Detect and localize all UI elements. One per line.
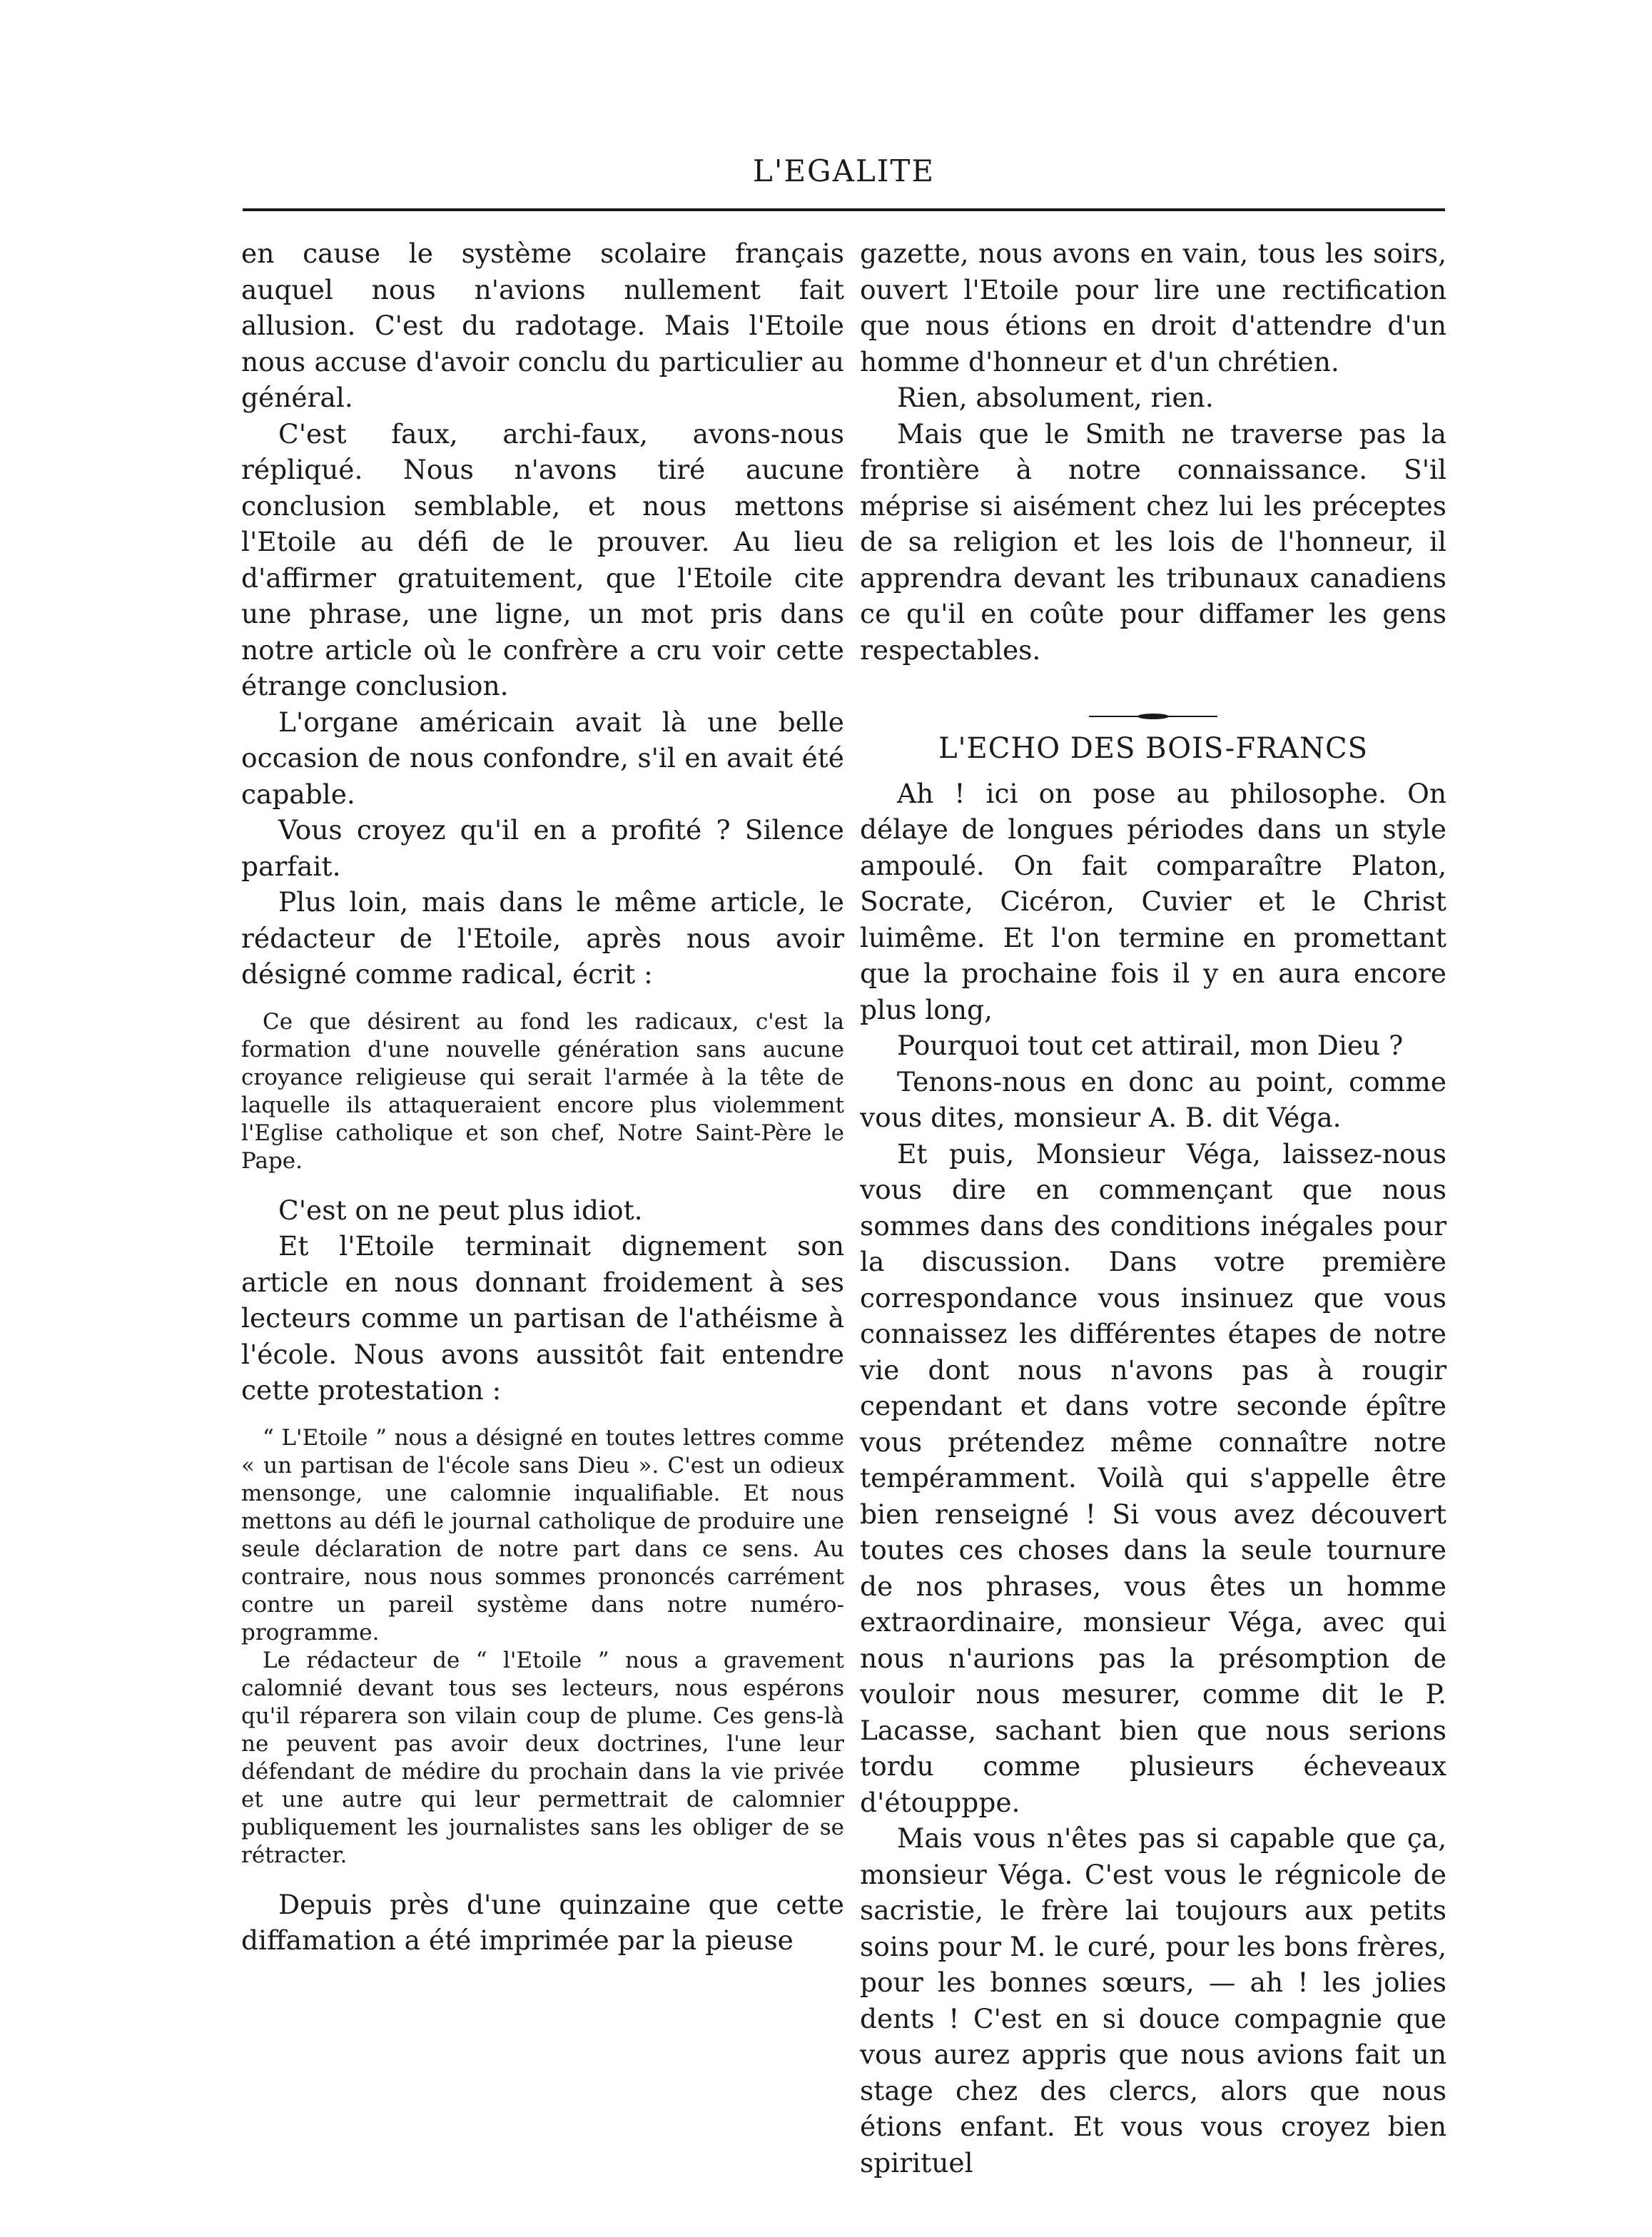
quote-paragraph: “ L'Etoile ” nous a désigné en toutes lettres comme « un partisan de l'école sans Dieu ». C'est un odieux mensonge, une calomnie inqualifiable. Et nous mettons au défi le journal catholique de produire une seule déclaration de notre part dans ce sens. Au contraire, nous nous sommes prononcés carrément contre un pareil système dans notre numéro-programme. (241, 1424, 844, 1645)
header-rule (243, 208, 1445, 211)
page-title: L'EGALITE (752, 153, 936, 188)
section-heading: L'ECHO DES BOIS-FRANCS (938, 732, 1369, 765)
paragraph: Et puis, Monsieur Véga, laissez-nous vous dire en commençant que nous sommes dans des conditions inégales pour la discussion. Dans votre première correspondance vous insinuez que vous connaissez les différentes étapes de notre vie dont nous n'avons pas à rougir cependant et dans votre seconde épître vous prétendez même connaître notre tempéramment. Voilà qui s'appelle être bien renseigné ! Si vous avez découvert toutes ces choses dans la seule tournure de nos phrases, vous êtes un homme extraordinaire, monsieur Véga, avec qui nous n'aurions pas la présomption de vouloir nous mesurer, comme dit le P. Lacasse, sachant bien que nous serions tordu comme plusieurs écheveaux d'étoupppe. (860, 1137, 1446, 1818)
paragraph: Mais que le Smith ne traverse pas la frontière à notre connaissance. S'il méprise si aisément chez lui les préceptes de sa religion et les lois de l'honneur, il apprendra devant les tribunaux canadiens ce qu'il en coûte pour diffamer les gens respectables. (860, 417, 1446, 666)
paragraph: C'est faux, archi-faux, avons-nous répliqué. Nous n'avons tiré aucune conclusion semblable, et nous mettons l'Etoile au défi de le prouver. Au lieu d'affirmer gratuitement, que l'Etoile cite une phrase, une ligne, un mot pris dans notre article où le confrère a cru voir cette étrange conclusion. (241, 417, 844, 701)
paragraph: Rien, absolument, rien. (897, 382, 1214, 413)
right-column (860, 235, 1446, 2181)
quote-paragraph: Ce que désirent au fond les radicaux, c'est la formation d'une nouvelle génération sans aucune croyance religieuse qui serait l'armée à la tête de laquelle ils attaqueraient encore plus violemment l'Eglise catholique et son chef, Notre Saint-Père le Pape. (241, 1008, 844, 1174)
paragraph: Vous croyez qu'il en a profité ? Silence parfait. (241, 814, 844, 882)
block-quote (241, 1008, 844, 1175)
paragraph: Et l'Etoile terminait dignement son article en nous donnant froidement à ses lecteurs comme un partisan de l'athéisme à l'école. Nous avons aussitôt fait entendre cette protestation : (241, 1230, 844, 1406)
paragraph: en cause le système scolaire français auquel nous n'avions nullement fait allusion. C'est du radotage. Mais l'Etoile nous accuse d'avoir conclu du particulier au général. (241, 238, 844, 413)
paragraph: Tenons-nous en donc au point, comme vous dites, monsieur A. B. dit Véga. (860, 1065, 1446, 1133)
paragraph: Ah ! ici on pose au philosophe. On délaye de longues périodes dans un style ampoulé. On fait comparaître Platon, Socrate, Cicéron, Cuvier et le Christ luimême. Et l'on termine en promettant que la prochaine fois il y en aura encore plus long, (860, 777, 1446, 1025)
section-divider-ornament (860, 696, 1446, 718)
block-quote (241, 1424, 844, 1870)
paragraph: Plus loin, mais dans le même article, le rédacteur de l'Etoile, après nous avoir désigné comme radical, écrit : (241, 886, 844, 990)
paragraph: Depuis près d'une quinzaine que cette diffamation a été imprimée par la pieuse (241, 1888, 844, 1956)
paragraph: C'est on ne peut plus idiot. (278, 1194, 643, 1226)
paragraph: gazette, nous avons en vain, tous les soirs, ouvert l'Etoile pour lire une rectification que nous étions en droit d'attendre d'un homme d'honneur et d'un chrétien. (860, 238, 1446, 377)
paragraph: L'organe américain avait là une belle occasion de nous confondre, s'il en avait été capable. (241, 706, 844, 810)
paragraph: Pourquoi tout cet attirail, mon Dieu ? (897, 1030, 1404, 1061)
quote-paragraph: Le rédacteur de “ l'Etoile ” nous a gravement calomnié devant tous ses lecteurs, nous espérons qu'il réparera son vilain coup de plume. Ces gens-là ne peuvent pas avoir deux doctrines, l'une leur défendant de médire du prochain dans la vie privée et une autre qui leur permettrait de calomnier publiquement les journalistes sans les obliger de se rétracter. (241, 1647, 844, 1868)
left-column (241, 235, 844, 1959)
paragraph: Mais vous n'êtes pas si capable que ça, monsieur Véga. C'est vous le régnicole de sacristie, le frère lai toujours aux petits soins pour M. le curé, pour les bons frères, pour les bonnes sœurs, — ah ! les jolies dents ! C'est en si douce compagnie que vous aurez appris que nous avions fait un stage chez des clercs, alors que nous étions enfant. Et vous vous croyez bien spirituel (860, 1822, 1446, 2178)
